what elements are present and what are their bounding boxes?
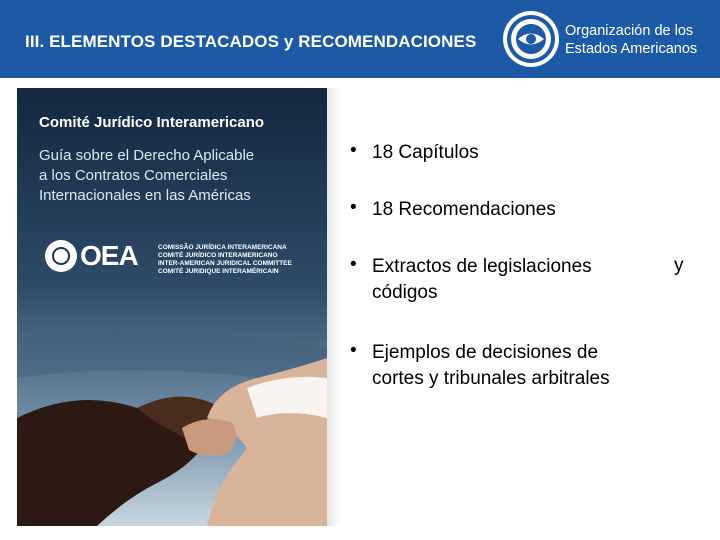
oea-logo-inner <box>52 247 70 265</box>
cover-committee-title: Comité Jurídico Interamericano <box>39 114 265 131</box>
slide-title: III. ELEMENTOS DESTACADOS y RECOMENDACIONES <box>25 32 477 51</box>
org-name-line-2: Estados Americanos <box>565 41 698 57</box>
bullet-symbol: • <box>350 197 357 218</box>
bullet-line: códigos <box>372 282 438 303</box>
oas-seal-icon <box>502 10 560 68</box>
cover-guide-line: a los Contratos Comerciales <box>39 167 228 184</box>
book-cover <box>17 88 327 526</box>
cover-guide-line: Guía sobre el Derecho Aplicable <box>39 147 255 164</box>
cover-guide-line: Internacionales en las Américas <box>39 187 251 204</box>
bullet-trailing-word: y <box>674 255 684 276</box>
bullet-line: 18 Recomendaciones <box>372 199 556 220</box>
bullet-symbol: • <box>350 140 357 161</box>
committee-name-line: COMITÉ JURÍDICO INTERAMERICANO <box>158 252 278 259</box>
bullet-symbol: • <box>350 254 357 275</box>
bullet-line: Extractos de legislaciones <box>372 256 592 277</box>
bullet-line: Ejemplos de decisiones de <box>372 342 599 363</box>
org-name-line-1: Organización de los <box>565 23 694 39</box>
bullet-line: 18 Capítulos <box>372 142 479 163</box>
bullet-symbol: • <box>350 340 357 361</box>
bullet-text <box>372 340 610 392</box>
bullet-text <box>372 254 592 306</box>
oea-logo-text: OEA <box>80 240 138 271</box>
organization-name <box>565 22 697 58</box>
bullet-text <box>372 140 479 166</box>
cover-guide-title <box>39 146 254 206</box>
committee-name-line: COMITÉ JURIDIQUE INTERAMÉRICAIN <box>158 268 279 275</box>
slide-header <box>0 0 720 78</box>
committee-name-line: INTER-AMERICAN JURIDICAL COMMITTEE <box>158 260 292 267</box>
bullet-text <box>372 197 556 223</box>
cover-shadow <box>327 88 341 526</box>
bullet-line: cortes y tribunales arbitrales <box>372 368 610 389</box>
committee-name-line: COMISSÃO JURÍDICA INTERAMERICANA <box>158 244 287 251</box>
cover-committee-names <box>158 244 292 276</box>
